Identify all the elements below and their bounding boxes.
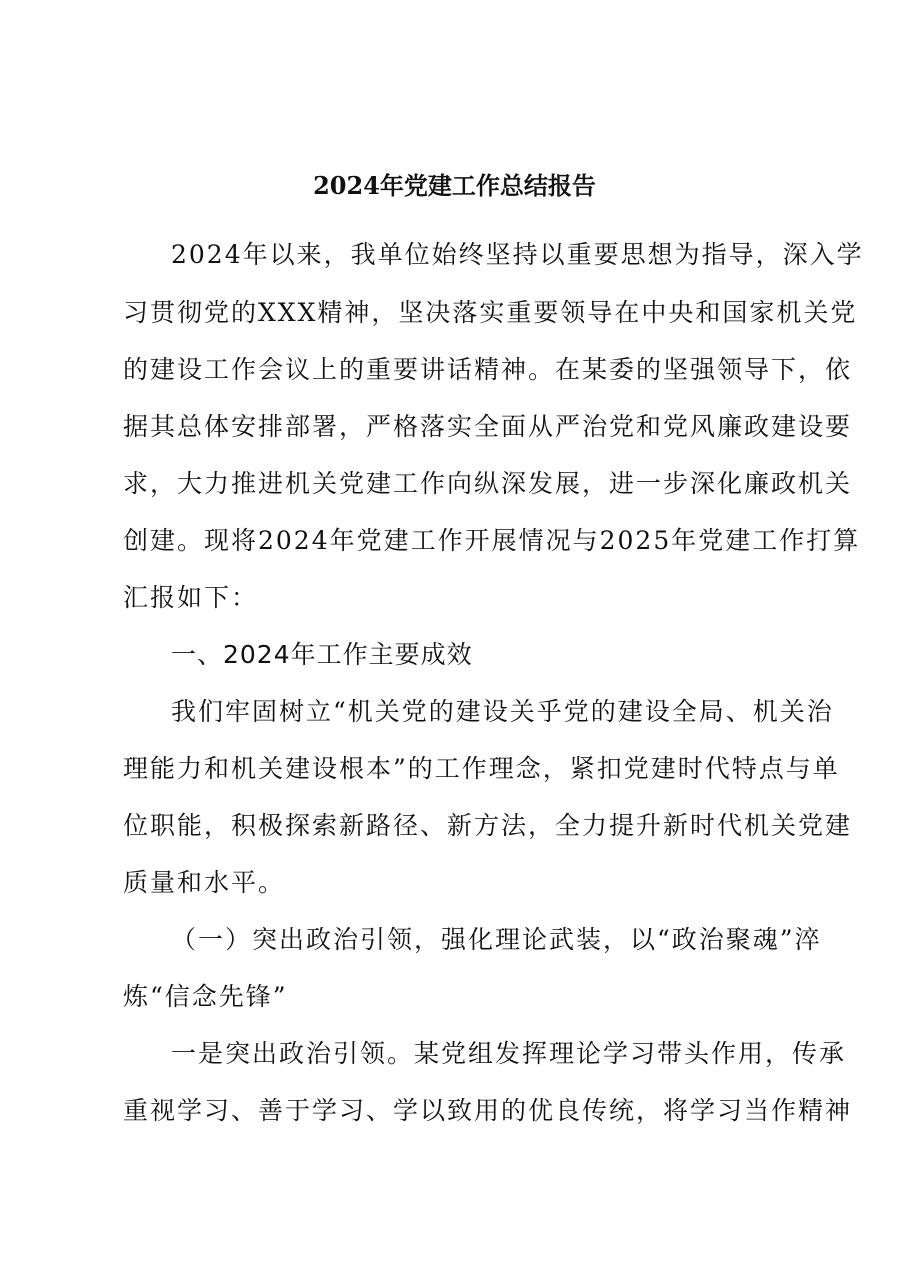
paragraph-line: 位职能，积极探索新路径、新方法，全力提升新时代机关党建 [123, 811, 853, 840]
paragraph-line: 一是突出政治引领。某党组发挥理论学习带头作用，传承 [171, 1039, 847, 1068]
paragraph-line: 创建。现将2024年党建工作开展情况与2025年党建工作打算 [123, 526, 861, 555]
paragraph-line: 理能力和机关建设根本”的工作理念，紧扣党建时代特点与单 [123, 754, 840, 783]
paragraph-line: 的建设工作会议上的重要讲话精神。在某委的坚强领导下，依 [123, 355, 853, 384]
paragraph-line: 质量和水平。 [123, 868, 286, 897]
document-title: 2024年党建工作总结报告 [313, 171, 596, 200]
paragraph-line: 重视学习、善于学习、学以致用的优良传统，将学习当作精神 [123, 1096, 853, 1125]
paragraph-line: 求，大力推进机关党建工作向纵深发展，进一步深化廉政机关 [123, 469, 853, 498]
subsection-heading: （一）突出政治引领，强化理论武装，以“政治聚魂”淬 [171, 925, 822, 954]
paragraph-line: 习贯彻党的XXX精神，坚决落实重要领导在中央和国家机关党 [123, 298, 858, 327]
paragraph-line: 据其总体安排部署，严格落实全面从严治党和党风廉政建设要 [123, 412, 853, 441]
paragraph-line: 汇报如下： [123, 583, 259, 612]
section-heading: 一、2024年工作主要成效 [171, 640, 473, 669]
subsection-heading-continued: 炼“信念先锋” [123, 982, 288, 1011]
paragraph-line: 2024年以来，我单位始终坚持以重要思想为指导，深入学 [171, 240, 864, 269]
paragraph-line: 我们牢固树立“机关党的建设关乎党的建设全局、机关治 [171, 697, 834, 726]
